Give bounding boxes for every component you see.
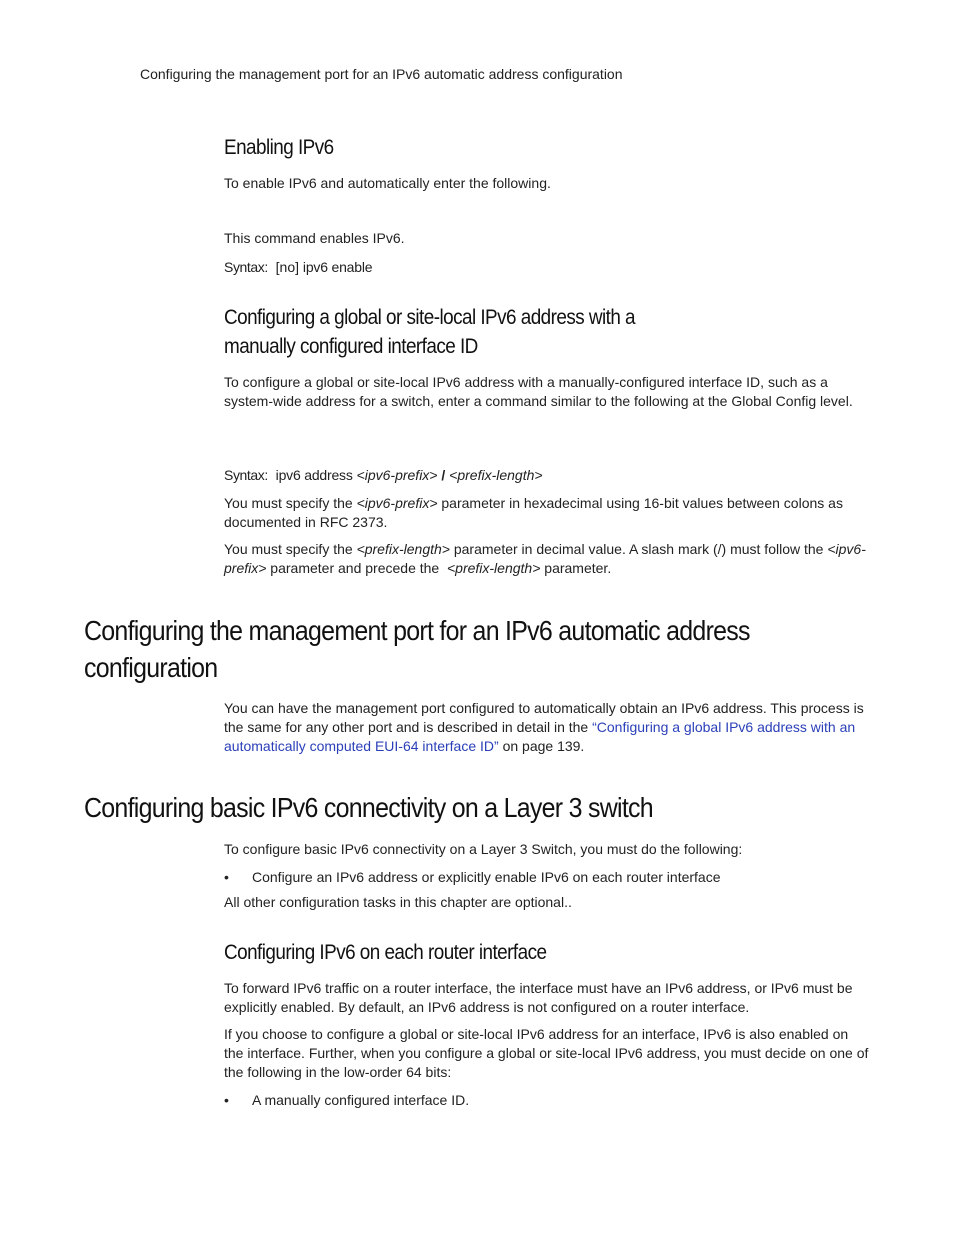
syntax-no: [no] bbox=[275, 259, 300, 275]
param-prefix-length: <prefix-length> bbox=[356, 541, 450, 557]
basic-intro: To configure basic IPv6 connectivity on a Layer 3 Switch, you must do the following: bbox=[224, 841, 743, 857]
param-ipv6-prefix: <ipv6-prefix> bbox=[356, 495, 438, 511]
syntax-label: Syntax: bbox=[224, 467, 268, 483]
enabling-intro: To enable IPv6 and automatically enter the following. bbox=[224, 175, 551, 191]
router-paragraph-2: If you choose to configure a global or site-local IPv6 address for an interface, IPv6 is also enabled on the interface. Further, when you configure a global or site-local IPv6 address, you must decide on one of the following in the low-order 64 bits: bbox=[224, 1026, 869, 1080]
syntax-slash: / bbox=[441, 467, 446, 483]
bullet-icon: • bbox=[224, 869, 229, 885]
bullet-text: Configure an IPv6 address or explicitly enable IPv6 on each router interface bbox=[252, 869, 721, 885]
manual-syntax bbox=[224, 466, 870, 485]
bullet-icon: • bbox=[224, 1092, 229, 1108]
text-run: on page 139. bbox=[498, 738, 585, 754]
bullet-text: A manually configured interface ID. bbox=[252, 1092, 470, 1108]
mgmt-body bbox=[224, 699, 870, 756]
text-run: parameter. bbox=[540, 560, 612, 576]
syntax-label: Syntax: bbox=[224, 259, 268, 275]
text-run: parameter in decimal value. A slash mark (/) must follow the bbox=[449, 541, 828, 557]
heading-manual-interface-id-line2: manually configured interface ID bbox=[224, 335, 478, 358]
router-bullet-item bbox=[224, 1091, 469, 1110]
basic-bullet-item bbox=[224, 868, 721, 887]
router-paragraph-1: To forward IPv6 traffic on a router interface, the interface must have an IPv6 address, or IPv6 must be explicitly enabled. By default, an IPv6 address is not configured on a router interface. bbox=[224, 980, 853, 1015]
manual-paragraph-1 bbox=[224, 494, 870, 532]
heading-manual-interface-id-line1: Configuring a global or site-local IPv6 address with a bbox=[224, 306, 636, 329]
text-run: parameter in hexadecimal using 16-bit values between colons as documented in RFC 2373. bbox=[224, 495, 843, 530]
param-prefix-length: <prefix-length> bbox=[446, 560, 541, 576]
heading-enabling-ipv6: Enabling IPv6 bbox=[224, 136, 334, 159]
manual-intro: To configure a global or site-local IPv6 address with a manually-configured interface ID, such as a system-wide address for a switch, enter a command similar to the following at the Global Config level. bbox=[224, 374, 853, 409]
syntax-command: ipv6 address bbox=[275, 467, 353, 483]
heading-router-interface: Configuring IPv6 on each router interface bbox=[224, 941, 547, 964]
text-run: parameter and precede the bbox=[266, 560, 447, 576]
text-run: You can have the management port configured to automatically obtain an IPv6 address. This process is the same for any other port and is described in detail in the bbox=[224, 700, 864, 735]
heading-basic-connectivity: Configuring basic IPv6 connectivity on a Layer 3 switch bbox=[84, 792, 653, 823]
text-run: You must specify the bbox=[224, 495, 357, 511]
syntax-param-prefix-length: <prefix-length> bbox=[449, 467, 543, 483]
heading-management-port-line2: configuration bbox=[84, 652, 218, 683]
enabling-desc: This command enables IPv6. bbox=[224, 230, 405, 246]
basic-after: All other configuration tasks in this chapter are optional.. bbox=[224, 894, 572, 910]
syntax-param-ipv6-prefix: <ipv6-prefix> bbox=[356, 467, 438, 483]
cross-reference-link[interactable]: “Configuring a global IPv6 address with an automatically computed EUI-64 interface ID” bbox=[224, 719, 856, 754]
text-run: You must specify the bbox=[224, 541, 357, 557]
enabling-syntax bbox=[224, 258, 870, 277]
manual-paragraph-2 bbox=[224, 540, 870, 578]
running-header: Configuring the management port for an IPv6 automatic address configuration bbox=[140, 66, 623, 82]
syntax-command: ipv6 enable bbox=[302, 259, 373, 275]
heading-management-port-line1: Configuring the management port for an IPv6 automatic address bbox=[84, 615, 750, 646]
param-ipv6-prefix: <ipv6-prefix> bbox=[224, 541, 866, 576]
